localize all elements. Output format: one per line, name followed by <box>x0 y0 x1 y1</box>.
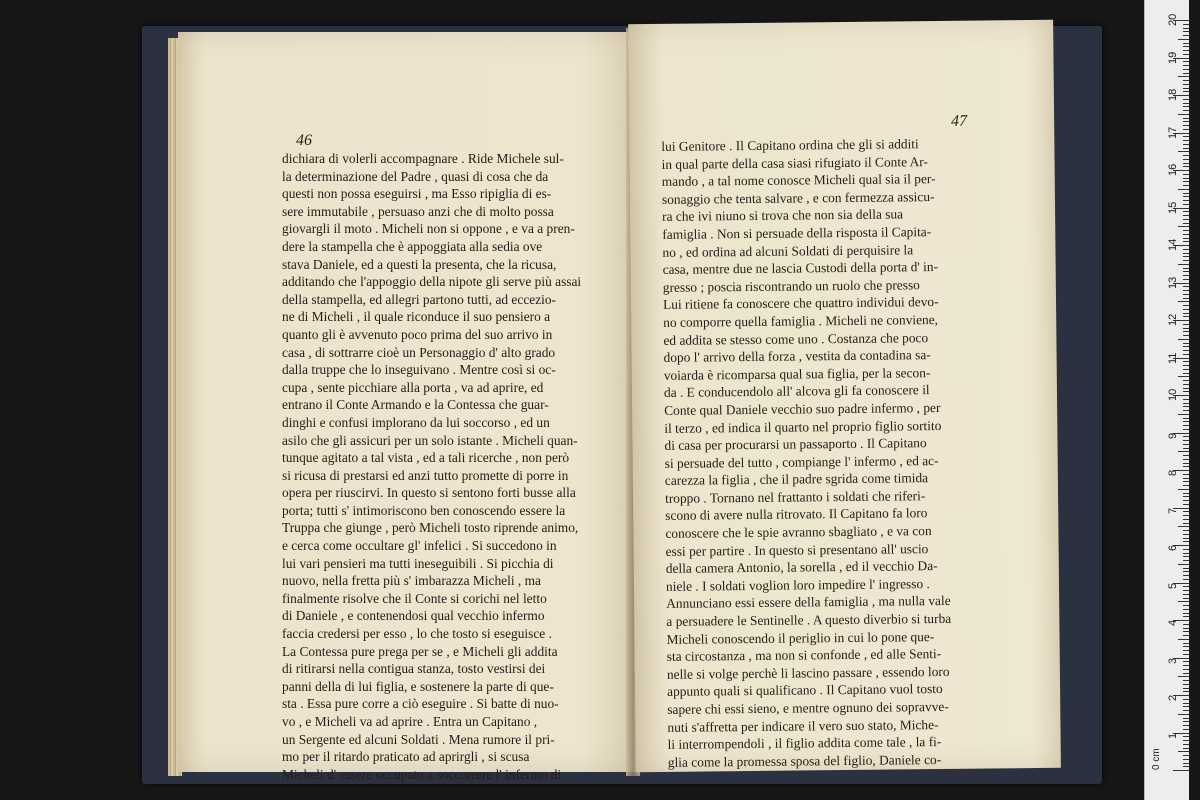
text-line: no comporre quella famiglia . Micheli ne conviene, <box>663 311 939 330</box>
ruler-tick <box>1183 759 1189 760</box>
text-line: voiarda è ricomparsa qual sua figlia, per la secon- <box>663 364 931 383</box>
left-page-number: 46 <box>296 132 312 149</box>
ruler-number: 16 <box>1167 163 1179 176</box>
ruler-tick <box>1183 125 1189 126</box>
ruler-number: 14 <box>1167 238 1179 251</box>
ruler-tick <box>1183 598 1189 599</box>
ruler-number: 18 <box>1167 88 1179 101</box>
ruler-tick <box>1183 365 1189 366</box>
ruler-tick <box>1183 80 1189 81</box>
ruler-number: 17 <box>1167 126 1179 139</box>
ruler-tick <box>1183 669 1189 670</box>
ruler-tick <box>1183 144 1189 145</box>
ruler-tick <box>1178 414 1189 415</box>
ruler-tick <box>1183 594 1189 595</box>
ruler-number: 4 <box>1167 619 1179 626</box>
ruler-tick <box>1183 710 1189 711</box>
ruler-tick <box>1183 159 1189 160</box>
ruler-tick <box>1183 560 1189 561</box>
text-line: la determinazione del Padre , quasi di cosa che da <box>282 168 549 184</box>
ruler-tick <box>1183 586 1189 587</box>
text-line: niele . I soldati voglion loro impedire l' ingresso . <box>665 575 930 594</box>
ruler-tick <box>1183 196 1189 197</box>
ruler-tick <box>1183 260 1189 261</box>
ruler-tick <box>1183 459 1189 460</box>
text-line: sere immutabile , persuaso anzi che di molto possa <box>282 203 554 219</box>
left-page-text <box>282 150 614 783</box>
ruler-tick <box>1183 673 1189 674</box>
ruler-tick <box>1183 174 1189 175</box>
text-line: il terzo , ed indica il quarto nel proprio figlio sortito <box>664 417 942 436</box>
ruler-tick <box>1183 440 1189 441</box>
ruler-tick <box>1183 324 1189 325</box>
ruler-tick <box>1183 361 1189 362</box>
ruler-tick <box>1183 500 1189 501</box>
text-line: quanto gli è avvenuto poco prima del suo arrivo in <box>282 326 553 342</box>
ruler-tick <box>1178 601 1189 602</box>
text-line: no , ed ordina ad alcuni Soldati di perquisire la <box>662 241 914 260</box>
ruler-tick <box>1183 163 1189 164</box>
ruler-tick <box>1183 73 1189 74</box>
text-line: della camera Antonio, la sorella , ed il vecchio Da- <box>665 558 938 577</box>
ruler-tick <box>1183 616 1189 617</box>
ruler-tick <box>1183 766 1189 767</box>
ruler-number: 11 <box>1167 352 1179 364</box>
ruler-tick <box>1183 534 1189 535</box>
ruler-tick <box>1183 24 1189 25</box>
ruler-tick <box>1183 65 1189 66</box>
text-line: nuti s'affretta per indicare il vero suo stato, Miche- <box>667 716 939 735</box>
ruler-tick <box>1183 605 1189 606</box>
ruler-tick <box>1183 106 1189 107</box>
ruler-tick <box>1183 166 1189 167</box>
text-line: additando che l'appoggio della nipote gli serve più assai <box>282 274 582 290</box>
ruler-tick <box>1183 579 1189 580</box>
ruler-tick <box>1178 751 1189 752</box>
text-line: troppo . Tornano nel frattanto i soldati che riferi- <box>664 488 926 506</box>
ruler-tick <box>1183 748 1189 749</box>
ruler-tick <box>1183 316 1189 317</box>
right-page <box>628 20 1061 772</box>
ruler-tick <box>1183 635 1189 636</box>
ruler-tick <box>1183 448 1189 449</box>
ruler-tick <box>1183 455 1189 456</box>
ruler-tick <box>1183 399 1189 400</box>
ruler-tick <box>1183 466 1189 467</box>
ruler-number: 6 <box>1167 544 1179 551</box>
ruler-number: 12 <box>1167 313 1179 326</box>
ruler-tick <box>1183 403 1189 404</box>
text-line: questi non possa eseguirsi , ma Esso ripiglia di es- <box>282 186 552 202</box>
ruler-tick <box>1183 609 1189 610</box>
ruler-tick <box>1183 736 1189 737</box>
ruler-tick <box>1183 706 1189 707</box>
text-line: Micheli d' essere occupato a soccorrere l' infermo di <box>282 766 562 782</box>
text-line: li interrompendoli , il figlio addita come tale , la fi- <box>667 734 942 753</box>
ruler-tick <box>1183 31 1189 32</box>
ruler-tick <box>1183 384 1189 385</box>
ruler-tick <box>1183 46 1189 47</box>
ruler-tick <box>1183 331 1189 332</box>
text-line: Micheli conoscendo il periglio in cui lo pone que- <box>666 628 935 647</box>
ruler-tick <box>1183 523 1189 524</box>
ruler-tick <box>1183 665 1189 666</box>
ruler-tick <box>1183 425 1189 426</box>
ruler-tick <box>1183 88 1189 89</box>
ruler-tick <box>1183 763 1189 764</box>
ruler-number: 1 <box>1167 732 1179 739</box>
text-line: un Sergente ed alcuni Soldati . Mena rumore il pri- <box>282 731 555 747</box>
text-line: casa, mentre due ne lascia Custodi della porta d' in- <box>662 259 939 278</box>
ruler-tick <box>1183 110 1189 111</box>
ruler-tick <box>1178 676 1189 677</box>
ruler-tick <box>1183 511 1189 512</box>
ruler-tick <box>1183 504 1189 505</box>
ruler-tick <box>1183 136 1189 137</box>
ruler-tick <box>1183 571 1189 572</box>
ruler-tick <box>1178 451 1189 452</box>
ruler-tick <box>1183 84 1189 85</box>
ruler-tick <box>1183 271 1189 272</box>
text-line: mando , a tal nome conosce Micheli qual sia il per- <box>661 171 936 190</box>
ruler-tick <box>1183 478 1189 479</box>
right-page-text <box>661 134 1006 771</box>
ruler-tick <box>1178 226 1189 227</box>
text-line: dichiara di volerli accompagnare . Ride Michele sul- <box>282 151 564 166</box>
text-line: sta . Essa pure corre a ciò eseguire . Si batte di nuo- <box>282 696 559 712</box>
ruler-tick <box>1183 238 1189 239</box>
ruler-number: 7 <box>1167 507 1179 514</box>
ruler-number: 19 <box>1167 51 1179 64</box>
ruler-tick <box>1183 343 1189 344</box>
ruler-number: 9 <box>1167 432 1179 439</box>
ruler-tick <box>1183 410 1189 411</box>
ruler-tick <box>1173 770 1189 771</box>
ruler-tick <box>1183 155 1189 156</box>
ruler-tick <box>1183 99 1189 100</box>
ruler-tick <box>1183 50 1189 51</box>
ruler-tick <box>1183 335 1189 336</box>
text-line: appunto quali si qualificano . Il Capitano vuol tosto <box>667 681 943 700</box>
ruler-tick <box>1183 234 1189 235</box>
ruler-tick <box>1183 613 1189 614</box>
text-line: La Contessa pure prega per se , e Micheli gli addita <box>282 643 558 659</box>
ruler-tick <box>1178 639 1189 640</box>
ruler-tick <box>1178 376 1189 377</box>
text-line: a persuadere le Sentinelle . A questo diverbio si turba <box>666 610 952 629</box>
ruler-tick <box>1183 253 1189 254</box>
text-line: dere la stampella che è appoggiata alla sedia ove <box>282 238 543 254</box>
text-line: lui vari pensieri ma tutti ineseguibili . Si picchia di <box>282 555 554 571</box>
ruler-tick <box>1183 444 1189 445</box>
text-line: panni della di lui figlia, e sostenere la parte di que- <box>282 678 554 694</box>
ruler-tick <box>1183 219 1189 220</box>
ruler-tick <box>1183 538 1189 539</box>
ruler-number: 10 <box>1167 388 1179 401</box>
text-line: ne di Micheli , il quale riconduce il suo pensiero a <box>282 309 551 325</box>
ruler-tick <box>1183 350 1189 351</box>
text-line: lui Genitore . Il Capitano ordina che gli si additi <box>661 136 919 154</box>
ruler-tick <box>1183 643 1189 644</box>
ruler-tick <box>1183 241 1189 242</box>
ruler-tick <box>1183 699 1189 700</box>
ruler-tick <box>1178 114 1189 115</box>
ruler-tick <box>1183 568 1189 569</box>
ruler-tick <box>1178 264 1189 265</box>
ruler-tick <box>1183 624 1189 625</box>
ruler-tick <box>1178 189 1189 190</box>
text-line: opera per riuscirvi. In questo si sentono forti busse alla <box>282 485 576 501</box>
ruler-number: 8 <box>1167 469 1179 476</box>
ruler-tick <box>1183 556 1189 557</box>
text-line: faccia credersi per esso , lo che tosto si eseguisce . <box>282 626 552 642</box>
ruler-tick <box>1183 91 1189 92</box>
ruler-tick <box>1183 391 1189 392</box>
text-line: si persuade del tutto , compiange l' infermo , ed ac- <box>664 452 939 471</box>
text-line: Conte qual Daniele vecchio suo padre infermo , per <box>664 399 941 418</box>
ruler-tick <box>1183 140 1189 141</box>
ruler-tick <box>1183 28 1189 29</box>
ruler-unit-label: 0 cm <box>1151 748 1162 770</box>
text-line: sapere chi essi sieno, e mentre ognuno dei sopravve- <box>667 698 949 717</box>
text-line: in qual parte della casa siasi rifugiato il Conte Ar- <box>661 153 928 172</box>
ruler-tick <box>1183 204 1189 205</box>
ruler-tick <box>1183 421 1189 422</box>
ruler-tick <box>1183 346 1189 347</box>
ruler-tick <box>1178 339 1189 340</box>
text-line: famiglia . Non si persuade della risposta il Capita- <box>662 224 932 242</box>
ruler-tick <box>1183 373 1189 374</box>
ruler-tick <box>1178 39 1189 40</box>
ruler-tick <box>1183 230 1189 231</box>
ruler-tick <box>1183 680 1189 681</box>
ruler-tick <box>1183 474 1189 475</box>
ruler-tick <box>1183 631 1189 632</box>
ruler-tick <box>1183 148 1189 149</box>
text-line: della stampella, ed allegri partono tutti, ad eccezio- <box>282 291 557 307</box>
ruler-number: 15 <box>1167 201 1179 214</box>
ruler-tick <box>1178 76 1189 77</box>
text-line: Lui ritiene fa conoscere che quattro individui devo- <box>662 294 939 313</box>
text-line: dopo l' arrivo della forza , vestita da contadina sa- <box>663 347 931 366</box>
ruler-tick <box>1183 575 1189 576</box>
ruler-number: 20 <box>1167 13 1179 26</box>
ruler-tick <box>1178 526 1189 527</box>
open-book <box>168 22 1088 782</box>
ruler-tick <box>1183 118 1189 119</box>
text-line: di casa per procurarsi un passaporto . Il Capitano <box>664 435 927 453</box>
ruler-tick <box>1183 294 1189 295</box>
ruler-tick <box>1183 703 1189 704</box>
ruler-tick <box>1183 185 1189 186</box>
text-line: si ricusa di prestarsi ed anzi tutto promette di porre in <box>282 467 569 483</box>
ruler-tick <box>1183 436 1189 437</box>
ruler-tick <box>1183 418 1189 419</box>
text-line: Truppa che giunge , però Micheli tosto riprende animo, <box>282 520 579 536</box>
ruler-tick <box>1183 286 1189 287</box>
text-line: sonaggio che tenta salvare , e con fermezza assicu- <box>661 188 935 207</box>
text-line: vo , e Micheli va ad aprire . Entra un Capitano , <box>282 714 538 729</box>
left-page <box>178 32 638 782</box>
ruler-number: 2 <box>1167 694 1179 701</box>
text-line: e cerca come occultare gl' infelici . Si succedono in <box>282 538 557 554</box>
ruler-tick <box>1183 650 1189 651</box>
ruler-tick <box>1183 328 1189 329</box>
ruler-tick <box>1183 129 1189 130</box>
ruler-tick <box>1183 541 1189 542</box>
ruler-tick <box>1183 729 1189 730</box>
ruler-tick <box>1183 553 1189 554</box>
ruler-number: 13 <box>1167 276 1179 289</box>
ruler-tick <box>1183 249 1189 250</box>
ruler-tick <box>1183 721 1189 722</box>
ruler-tick <box>1183 43 1189 44</box>
ruler-tick <box>1183 354 1189 355</box>
text-line: gresso ; poscia riscontrando un ruolo che presso <box>662 276 920 295</box>
ruler-tick <box>1178 151 1189 152</box>
ruler-tick <box>1183 628 1189 629</box>
ruler-tick <box>1183 755 1189 756</box>
ruler-tick <box>1183 35 1189 36</box>
ruler-tick <box>1183 215 1189 216</box>
ruler-tick <box>1183 193 1189 194</box>
text-line: dalla truppe che lo inseguivano . Mentre così si oc- <box>282 362 556 378</box>
ruler-tick <box>1183 275 1189 276</box>
ruler-tick <box>1183 54 1189 55</box>
ruler-tick <box>1183 515 1189 516</box>
ruler-tick <box>1183 211 1189 212</box>
ruler-number: 3 <box>1167 657 1179 664</box>
ruler-tick <box>1183 744 1189 745</box>
text-line: scono di avere nulla ritrovato. Il Capitano fa loro <box>665 505 928 524</box>
text-line: di ritirarsi nella contigua stanza, tosto vestirsi dei <box>282 661 546 677</box>
ruler-tick <box>1183 181 1189 182</box>
ruler-tick <box>1183 530 1189 531</box>
text-line: tunque agitato a tal vista , ed a tali ricerche , non però <box>282 450 570 466</box>
text-line: nuovo, nella fretta più s' imbarazza Micheli , ma <box>282 573 541 589</box>
ruler-tick <box>1183 305 1189 306</box>
text-line: conoscere che le spie avranno sbagliato , e va con <box>665 523 932 541</box>
ruler-tick <box>1183 200 1189 201</box>
text-line: cupa , sente picchiare alla porta , va ad aprire, ed <box>282 379 544 395</box>
ruler-tick <box>1183 496 1189 497</box>
ruler-tick <box>1183 69 1189 70</box>
text-line: Annunciano essi essere della famiglia , ma nulla vale <box>666 593 951 612</box>
text-line: mo per il ritardo praticato ad aprirgli , si scusa <box>282 749 530 765</box>
text-line: casa , di sottrarre cioè un Personaggio d' alto grado <box>282 344 556 360</box>
ruler-tick <box>1183 493 1189 494</box>
text-line: stava Daniele, ed a questi la presenta, che la ricusa, <box>282 256 557 272</box>
ruler-tick <box>1183 590 1189 591</box>
text-line: asilo che gli assicuri per un solo istante . Micheli quan- <box>282 432 578 448</box>
ruler-tick <box>1183 646 1189 647</box>
measuring-ruler <box>1144 0 1189 800</box>
ruler-tick <box>1183 298 1189 299</box>
ruler-tick <box>1183 463 1189 464</box>
ruler-tick <box>1183 61 1189 62</box>
text-line: da . E conducendolo all' alcova gli fa conoscere il <box>663 382 930 401</box>
ruler-tick <box>1178 564 1189 565</box>
ruler-tick <box>1183 406 1189 407</box>
ruler-tick <box>1183 481 1189 482</box>
ruler-tick <box>1183 380 1189 381</box>
ruler-tick <box>1183 290 1189 291</box>
text-line: dinghi e confusi implorano da lui soccorso , ed un <box>282 414 550 430</box>
ruler-tick <box>1178 301 1189 302</box>
ruler-tick <box>1178 489 1189 490</box>
ruler-tick <box>1183 718 1189 719</box>
ruler-tick <box>1183 103 1189 104</box>
text-line: carezza la figlia , che il padre sgrida come timida <box>664 470 929 489</box>
ruler-tick <box>1183 654 1189 655</box>
ruler-number: 5 <box>1167 582 1179 589</box>
ruler-tick <box>1183 268 1189 269</box>
ruler-tick <box>1183 313 1189 314</box>
ruler-tick <box>1183 388 1189 389</box>
ruler-tick <box>1183 178 1189 179</box>
text-line: nelle si volge perchè li lascino passare , essendo loro <box>666 663 950 682</box>
ruler-tick <box>1183 429 1189 430</box>
right-page-number: 47 <box>951 112 968 130</box>
text-line: entrano il Conte Armando e la Contessa che guar- <box>282 397 549 413</box>
ruler-tick <box>1183 256 1189 257</box>
text-line: finalmente risolve che il Conte si corichi nel letto <box>282 590 547 606</box>
ruler-tick <box>1183 691 1189 692</box>
ruler-tick <box>1183 549 1189 550</box>
text-line: essi per partire . In questo si presentano all' uscio <box>665 540 929 559</box>
text-line: sta circostanza , ma non si confonde , ed alle Senti- <box>666 646 942 665</box>
ruler-tick <box>1183 684 1189 685</box>
text-line: ed addita se stesso come uno . Costanza che poco <box>663 329 929 348</box>
ruler-tick <box>1183 740 1189 741</box>
ruler-tick <box>1183 688 1189 689</box>
ruler-tick <box>1183 279 1189 280</box>
text-line: giovargli il moto . Micheli non si oppone , e va a pren- <box>282 221 575 237</box>
text-line: di Daniele , e contenendosi qual vecchio infermo <box>282 608 545 624</box>
ruler-tick <box>1183 661 1189 662</box>
ruler-tick <box>1183 485 1189 486</box>
text-line: ra che ivi niuno si trova che non sia della sua <box>662 206 904 225</box>
ruler-tick <box>1183 519 1189 520</box>
text-line: porta; tutti s' intimoriscono ben conoscendo essere la <box>282 502 566 518</box>
ruler-tick <box>1183 309 1189 310</box>
ruler-tick <box>1183 369 1189 370</box>
ruler-tick <box>1183 121 1189 122</box>
text-line: glia come la promessa sposa del figlio, Daniele co- <box>667 751 942 770</box>
ruler-tick <box>1183 223 1189 224</box>
ruler-tick <box>1183 725 1189 726</box>
ruler-tick <box>1178 714 1189 715</box>
